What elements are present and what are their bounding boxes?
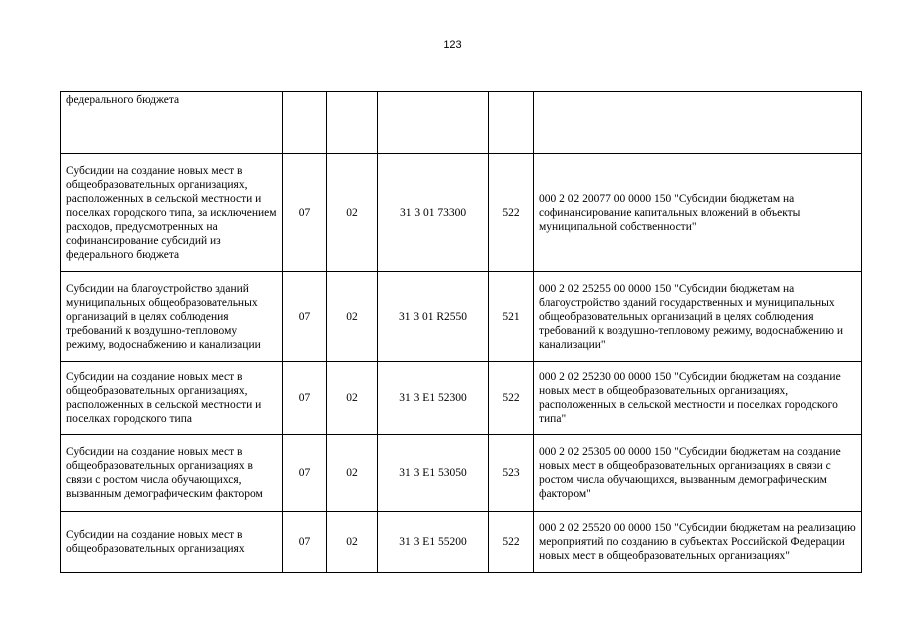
row-section: 07: [283, 362, 327, 435]
row-name: Субсидии на создание новых мест в общеобразовательных организациях в связи с ростом числа обучающихся, вызванным демографическим фактором: [61, 435, 283, 512]
row-expense-type: 522: [489, 154, 534, 272]
row-subsection: 02: [327, 362, 378, 435]
row-revenue-code: 000 2 02 25230 00 0000 150 "Субсидии бюджетам на создание новых мест в общеобразовательных организациях, расположенных в сельской местности и поселках городского типа": [534, 362, 862, 435]
row-expense-type: 522: [489, 512, 534, 573]
row-section: 07: [283, 435, 327, 512]
table-row: [61, 272, 862, 362]
row-target-code: 31 3 01 R2550: [378, 272, 489, 362]
row-target-code: 31 3 E1 53050: [378, 435, 489, 512]
table-row: [61, 435, 862, 512]
row-subsection: 02: [327, 154, 378, 272]
row-name: Субсидии на благоустройство зданий муниципальных общеобразовательных организаций в целях соблюдения требований к воздушно-тепловому режиму, водоснабжению и канализации: [61, 272, 283, 362]
row-expense-type: 523: [489, 435, 534, 512]
row-subsection: [327, 92, 378, 154]
row-target-code: 31 3 E1 52300: [378, 362, 489, 435]
row-revenue-code: 000 2 02 25255 00 0000 150 "Субсидии бюджетам на благоустройство зданий государственных и муниципальных общеобразовательных организаций в целях соблюдения требований к воздушно-тепловому режиму, водоснабжению и канализации": [534, 272, 862, 362]
row-revenue-code: [534, 92, 862, 154]
table-row: [61, 154, 862, 272]
row-section: 07: [283, 272, 327, 362]
row-revenue-code: 000 2 02 25305 00 0000 150 "Субсидии бюджетам на создание новых мест в общеобразовательных организациях в связи с ростом числа обучающихся, вызванным демографическим фактором": [534, 435, 862, 512]
table-row: [61, 512, 862, 573]
row-subsection: 02: [327, 272, 378, 362]
row-name: Субсидии на создание новых мест в общеобразовательных организациях, расположенных в сельской местности и поселках городского типа, за исключением расходов, предусмотренных на софинансирование субсидий из федерального бюджета: [61, 154, 283, 272]
row-revenue-code: 000 2 02 25520 00 0000 150 "Субсидии бюджетам на реализацию мероприятий по созданию в субъектах Российской Федерации новых мест в общеобразовательных организациях": [534, 512, 862, 573]
row-name: Субсидии на создание новых мест в общеобразовательных организациях, расположенных в сельской местности и поселках городского типа: [61, 362, 283, 435]
row-expense-type: 521: [489, 272, 534, 362]
row-section: 07: [283, 512, 327, 573]
row-name: федерального бюджета: [61, 92, 283, 154]
table-row: [61, 362, 862, 435]
row-expense-type: [489, 92, 534, 154]
row-section: 07: [283, 154, 327, 272]
table-row: [61, 92, 862, 154]
row-subsection: 02: [327, 512, 378, 573]
row-section: [283, 92, 327, 154]
row-name: Субсидии на создание новых мест в общеобразовательных организациях: [61, 512, 283, 573]
row-target-code: [378, 92, 489, 154]
row-subsection: 02: [327, 435, 378, 512]
row-target-code: 31 3 01 73300: [378, 154, 489, 272]
row-target-code: 31 3 E1 55200: [378, 512, 489, 573]
row-expense-type: 522: [489, 362, 534, 435]
row-revenue-code: 000 2 02 20077 00 0000 150 "Субсидии бюджетам на софинансирование капитальных вложений в объекты муниципальной собственности": [534, 154, 862, 272]
budget-table: [60, 91, 862, 573]
page-number: 123: [443, 39, 462, 51]
